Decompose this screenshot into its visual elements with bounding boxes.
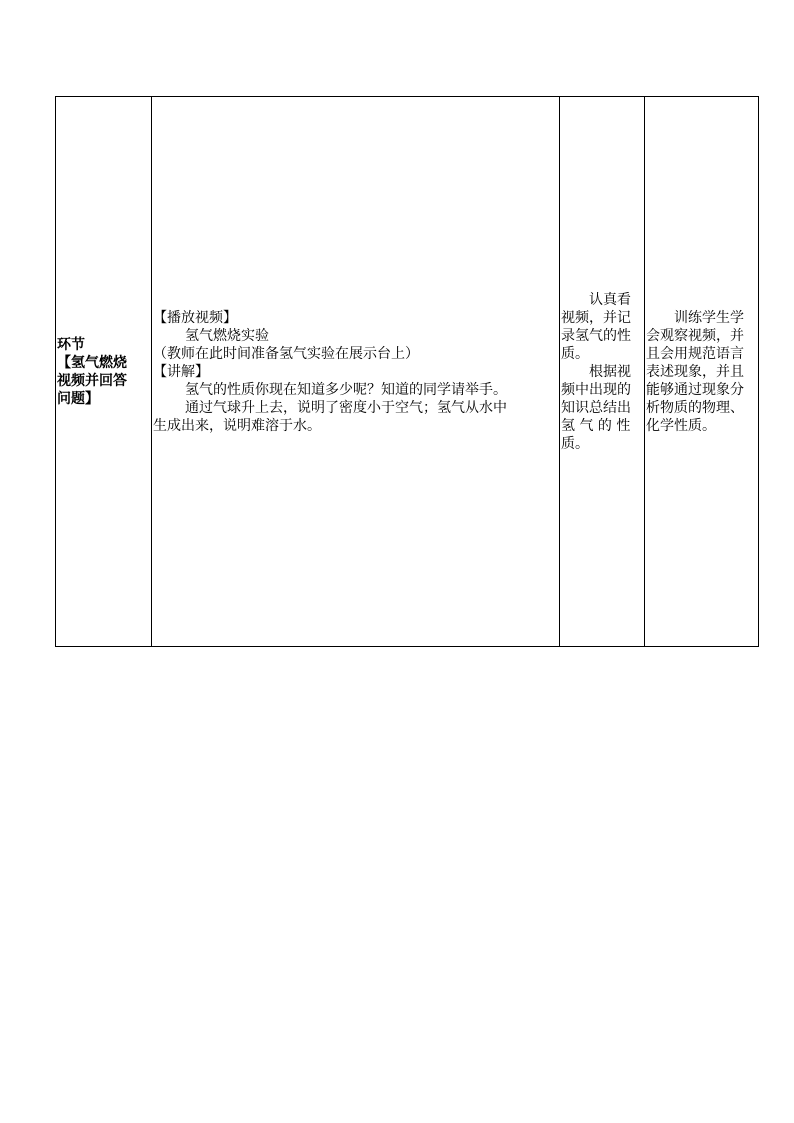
- student-line: 氢 气 的 性: [561, 417, 631, 434]
- activity-line: 氢气的性质你现在知道多少呢？知道的同学请举手。: [185, 381, 507, 398]
- student-activity-cell: [560, 97, 645, 647]
- student-line: 录氢气的性: [561, 327, 631, 344]
- intent-line: 会观察视频，并: [646, 327, 744, 344]
- activity-line: （教师在此时间准备氢气实验在展示台上）: [153, 345, 419, 362]
- student-line: 视频，并记: [561, 309, 631, 326]
- section-heading: 【播放视频】: [153, 309, 237, 326]
- student-line: 认真看: [589, 291, 631, 308]
- activity-line: 氢气燃烧实验: [185, 327, 269, 344]
- intent-line: 训练学生学: [674, 309, 744, 326]
- stage-line: 视频并回答: [57, 372, 127, 389]
- intent-line: 能够通过现象分: [646, 381, 744, 398]
- student-line: 根据视: [589, 363, 631, 380]
- activity-line: 通过气球升上去，说明了密度小于空气；氢气从水中: [185, 399, 507, 416]
- student-line: 频中出现的: [561, 381, 631, 398]
- stage-line: 问题】: [57, 390, 99, 407]
- design-intent-cell: [645, 97, 759, 647]
- student-line: 质。: [561, 345, 589, 362]
- student-line: 知识总结出: [561, 399, 631, 416]
- intent-line: 且会用规范语言: [646, 345, 744, 362]
- student-line: 质。: [561, 435, 589, 452]
- teacher-activity-cell: [152, 97, 560, 647]
- table-row: [56, 97, 759, 647]
- intent-line: 表述现象，并且: [646, 363, 744, 380]
- section-heading: 【讲解】: [153, 363, 209, 380]
- lesson-plan-table: [55, 96, 759, 647]
- stage-line: 环节: [57, 336, 85, 353]
- stage-line: 【氢气燃烧: [57, 354, 127, 371]
- intent-line: 化学性质。: [646, 417, 716, 434]
- stage-cell: [56, 97, 152, 647]
- intent-line: 析物质的物理、: [646, 399, 744, 416]
- activity-line: 生成出来，说明难溶于水。: [153, 417, 321, 434]
